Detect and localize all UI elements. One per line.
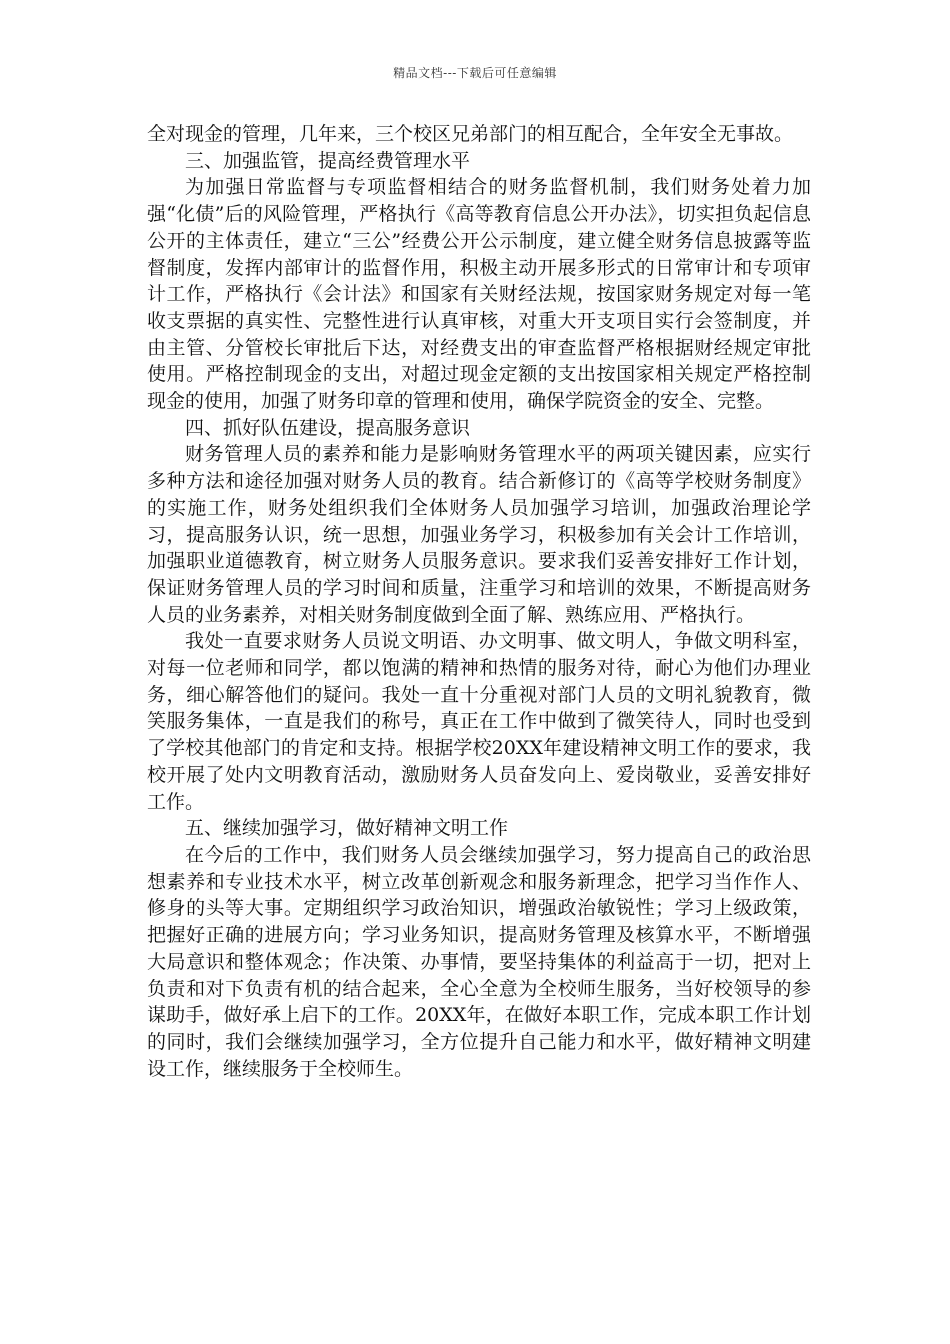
page-header: 精品文档---下载后可任意编辑 [393,66,557,80]
paragraph-continued: 全对现金的管理，几年来，三个校区兄弟部门的相互配合，全年安全无事故。 [147,123,794,145]
paragraph-section-3: 为加强日常监督与专项监督相结合的财务监督机制，我们财务处着力加强“化债”后的风险管理，严格执行《高等教育信息公开办法》，切实担负起信息公开的主体责任，建立“三公”经费公开公示制度，建立健全财务信息披露等监督制度，发挥内部审计的监督作用，积极主动开展多形式的日常审计和专项审计工作，严格执行《会计法》和国家有关财经法规，按国家财务规定对每一笔收支票据的真实性、完整性进行认真审核，对重大开支项目实行会签制度，并由主管、分管校长审批后下达，对经费支出的审查监督严格根据财经规定审批使用。严格控制现金的支出，对超过现金定额的支出按国家相关规定严格控制现金的使用，加强了财务印章的管理和使用，确保学院资金的安全、完整。 [147,176,811,413]
document-body [147,121,811,1082]
section-heading-3: 三、加强监管，提高经费管理水平 [185,149,471,172]
section-heading-5: 五、继续加强学习，做好精神文明工作 [185,817,509,840]
paragraph-section-4a: 财务管理人员的素养和能力是影响财务管理水平的两项关键因素，应实行多种方法和途径加强对财务人员的教育。结合新修订的《高等学校财务制度》的实施工作，财务处组织我们全体财务人员加强学习培训，加强政治理论学习，提高服务认识，统一思想，加强业务学习，积极参加有关会计工作培训，加强职业道德教育，树立财务人员服务意识。要求我们妥善安排好工作计划，保证财务管理人员的学习时间和质量，注重学习和培训的效果，不断提高财务人员的业务素养，对相关财务制度做到全面了解、熟练应用、严格执行。 [147,443,811,626]
paragraph-section-5: 在今后的工作中，我们财务人员会继续加强学习，努力提高自己的政治思想素养和专业技术水平，树立改革创新观念和服务新理念，把学习当作作人、修身的头等大事。定期组织学习政治知识，增强政治敏锐性；学习上级政策，把握好正确的进展方向；学习业务知识，提高财务管理及核算水平，不断增强大局意识和整体观念；作决策、办事情，要坚持集体的利益高于一切，把对上负责和对下负责有机的结合起来，全心全意为全校师生服务，当好校领导的参谋助手，做好承上启下的工作。20XX年，在做好本职工作，完成本职工作计划的同时，我们会继续加强学习，全方位提升自己能力和水平，做好精神文明建设工作，继续服务于全校师生。 [147,843,811,1080]
section-heading-4: 四、抓好队伍建设，提高服务意识 [185,416,471,439]
paragraph-section-4b: 我处一直要求财务人员说文明语、办文明事、做文明人，争做文明科室，对每一位老师和同学，都以饱满的精神和热情的服务对待，耐心为他们办理业务，细心解答他们的疑问。我处一直十分重视对部门人员的文明礼貌教育，微笑服务集体，一直是我们的称号，真正在工作中做到了微笑待人，同时也受到了学校其他部门的肯定和支持。根据学校20XX年建设精神文明工作的要求，我校开展了处内文明教育活动，激励财务人员奋发向上、爱岗敬业，妥善安排好工作。 [147,630,811,813]
